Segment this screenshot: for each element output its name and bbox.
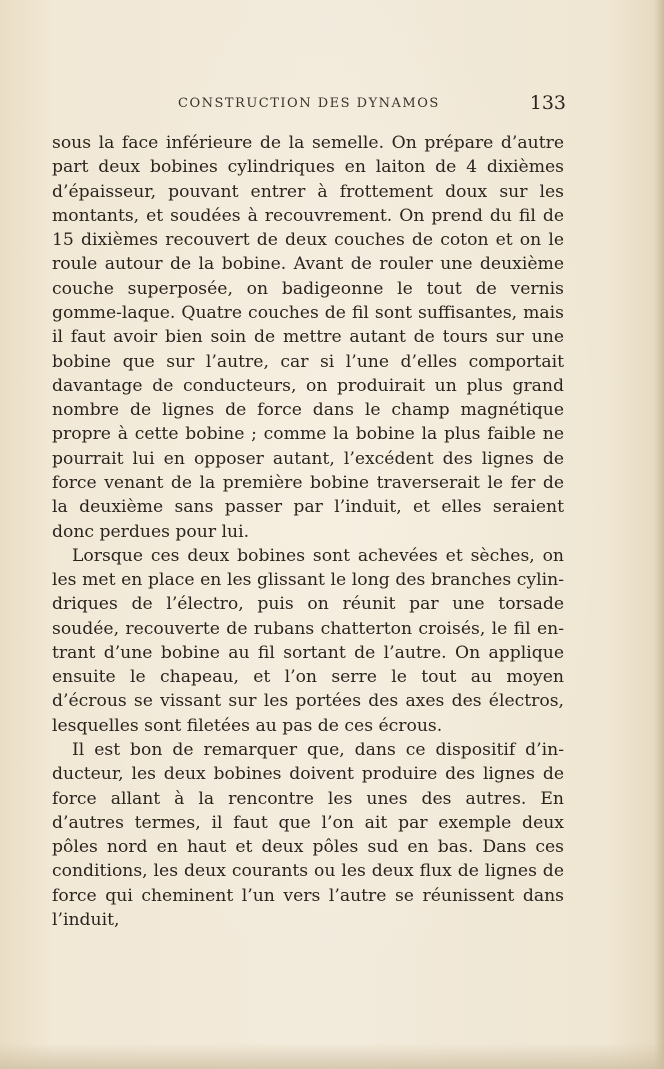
page-edge-shadow <box>654 0 664 1069</box>
body-text <box>52 131 564 932</box>
page-number: 133 <box>529 92 566 114</box>
page-bottom-shadow <box>0 1043 664 1069</box>
running-title: CONSTRUCTION DES DYNAMOS <box>178 96 440 111</box>
paragraph-3: Il est bon de remarquer que, dans ce dispositif d’inducteur, les deux bobines doivent produire des lignes de force allant à la rencontre les unes des autres. En d’autres termes, il faut que l’on ait par exemple deux pôles nord en haut et deux pôles sud en bas. Dans ces conditions, les deux courants ou les deux flux de lignes de force qui cheminent l’un vers l’autre se réunissent dans l’induit, <box>52 740 564 930</box>
paragraph-2: Lorsque ces deux bobines sont achevées et sèches, on les met en place en les glissant le long des branches cylindriques de l’électro, puis on réunit par une torsade soudée, recouverte de rubans chatterton croisés, le fil entrant d’une bobine au fil sortant de l’autre. On applique ensuite le chapeau, et l’on serre le tout au moyen d’écrous se vissant sur les portées des axes des électros, lesquelles sont filetées au pas de ces écrous. <box>52 545 564 736</box>
page-header <box>178 92 570 118</box>
paragraph-1: sous la face inférieure de la semelle. On prépare d’autre part deux bobines cylindriques en laiton de 4 dixièmes d’épaisseur, pouvant entrer à frottement doux sur les montants, et soudées à recouvrement. On prend du fil de 15 dixièmes recouvert de deux couches de coton et on le roule autour de la bobine. Avant de rouler une deuxième couche superposée, on badigeonne le tout de vernis gomme-laque. Quatre couches de fil sont suffisantes, mais il faut avoir bien soin de mettre autant de tours sur une bobine que sur l’autre, car si l’une d’elles comportait davantage de conducteurs, on produirait un plus grand nombre de lignes de force dans le champ magnétique propre à cette bobine ; comme la bobine la plus faible ne pourrait lui en opposer autant, l’excédent des lignes de force venant de la première bobine traverserait le fer de la deuxième sans passer par l’induit, et elles seraient donc perdues pour lui. <box>52 133 564 542</box>
